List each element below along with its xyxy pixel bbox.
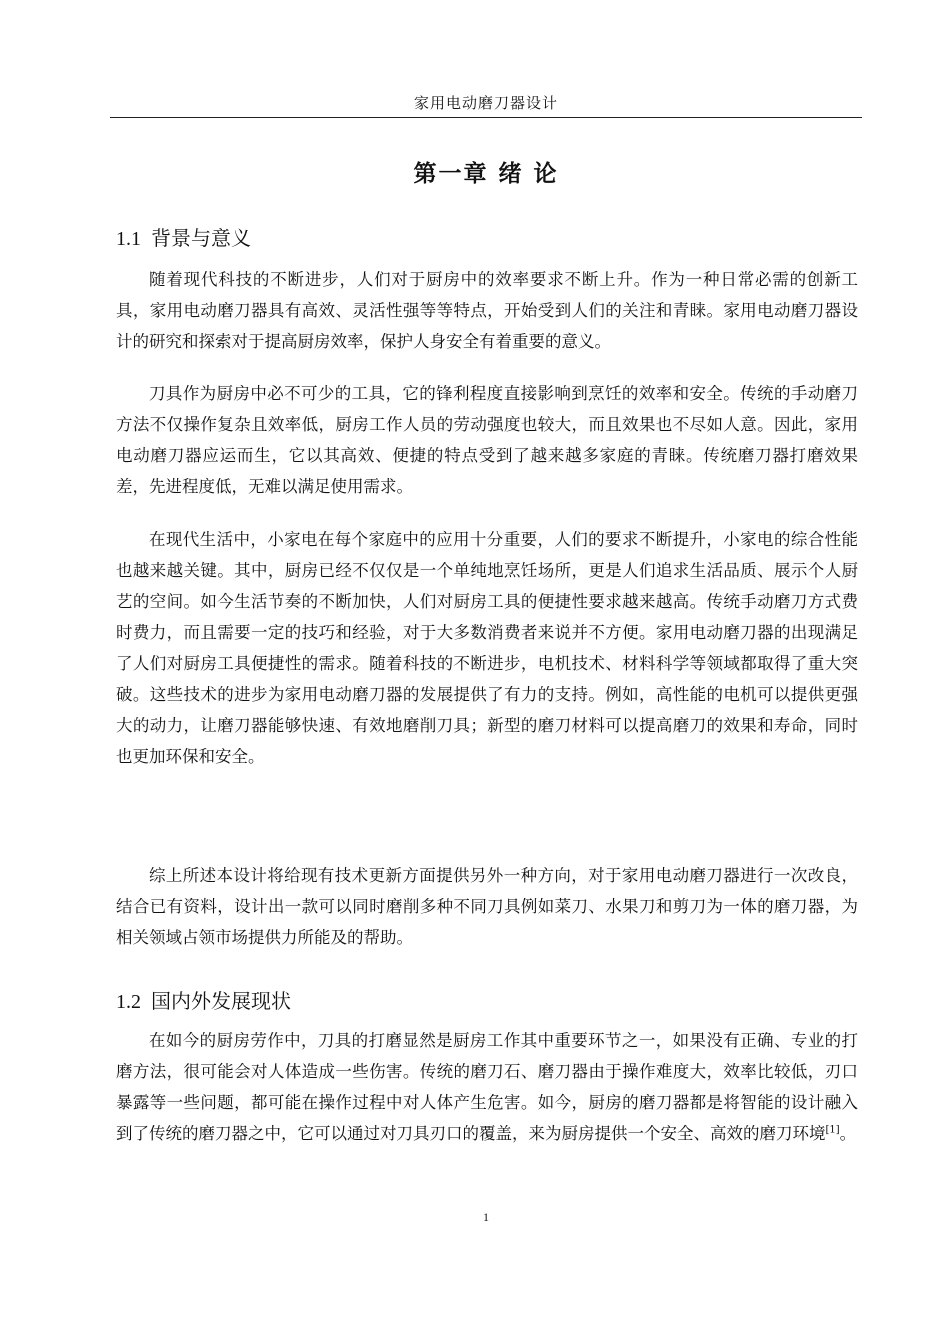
citation-ref[interactable]: [1] [825, 1124, 840, 1136]
section-title: 背景与意义 [151, 226, 251, 250]
header-rule [110, 117, 862, 118]
paragraph: 在现代生活中，小家电在每个家庭中的应用十分重要，人们的要求不断提升，小家电的综合性能也越来越关键。其中，厨房已经不仅仅是一个单纯地烹饪场所，更是人们追求生活品质、展示个人厨艺的空间。如今生活节奏的不断加快，人们对厨房工具的便捷性要求越来越高。传统手动磨刀方式费时费力，而且需要一定的技巧和经验，对于大多数消费者来说并不方便。家用电动磨刀器的出现满足了人们对厨房工具便捷性的需求。随着科技的不断进步，电机技术、材料科学等领域都取得了重大突破。这些技术的进步为家用电动磨刀器的发展提供了有力的支持。例如，高性能的电机可以提供更强大的动力，让磨刀器能够快速、有效地磨削刀具；新型的磨刀材料可以提高磨刀的效果和寿命，同时也更加环保和安全。 [116, 530, 858, 766]
chapter-title: 第一章 绪 论 [413, 161, 559, 187]
paragraph: 刀具作为厨房中必不可少的工具，它的锋利程度直接影响到烹饪的效率和安全。传统的手动磨刀方法不仅操作复杂且效率低，厨房工作人员的劳动强度也较大，而且效果也不尽如人意。因此，家用电动磨刀器应运而生，它以其高效、便捷的特点受到了越来越多家庭的青睐。传统磨刀器打磨效果差，先进程度低，无难以满足使用需求。 [116, 384, 858, 496]
section-number: 1.2 [116, 991, 141, 1013]
paragraph: 综上所述本设计将给现有技术更新方面提供另外一种方向，对于家用电动磨刀器进行一次改良，结合已有资料，设计出一款可以同时磨削多种不同刀具例如菜刀、水果刀和剪刀为一体的磨刀器，为相关领域占领市场提供力所能及的帮助。 [116, 866, 858, 947]
page-number: 1 [483, 1210, 489, 1224]
paragraph-text: 在如今的厨房劳作中，刀具的打磨显然是厨房工作其中重要环节之一，如果没有正确、专业的打磨方法，很可能会对人体造成一些伤害。传统的磨刀石、磨刀器由于操作难度大，效率比较低，刃口暴露等一些问题，都可能在操作过程中对人体产生危害。如今，厨房的磨刀器都是将智能的设计融入到了传统的磨刀器之中，它可以通过对刀具刃口的覆盖，来为厨房提供一个安全、高效的磨刀环境 [116, 1031, 858, 1143]
running-header: 家用电动磨刀器设计 [413, 94, 558, 112]
paragraph: 随着现代科技的不断进步，人们对于厨房中的效率要求不断上升。作为一种日常必需的创新工具，家用电动磨刀器具有高效、灵活性强等等特点，开始受到人们的关注和青睐。家用电动磨刀器设计的研究和探索对于提高厨房效率，保护人身安全有着重要的意义。 [116, 270, 858, 351]
section-heading-1-1 [116, 222, 251, 251]
section-heading-1-2 [116, 985, 291, 1014]
closing-punct: 。 [839, 1124, 857, 1143]
section-title: 国内外发展现状 [151, 989, 291, 1013]
paragraph [116, 1025, 858, 1149]
section-number: 1.1 [116, 228, 141, 250]
